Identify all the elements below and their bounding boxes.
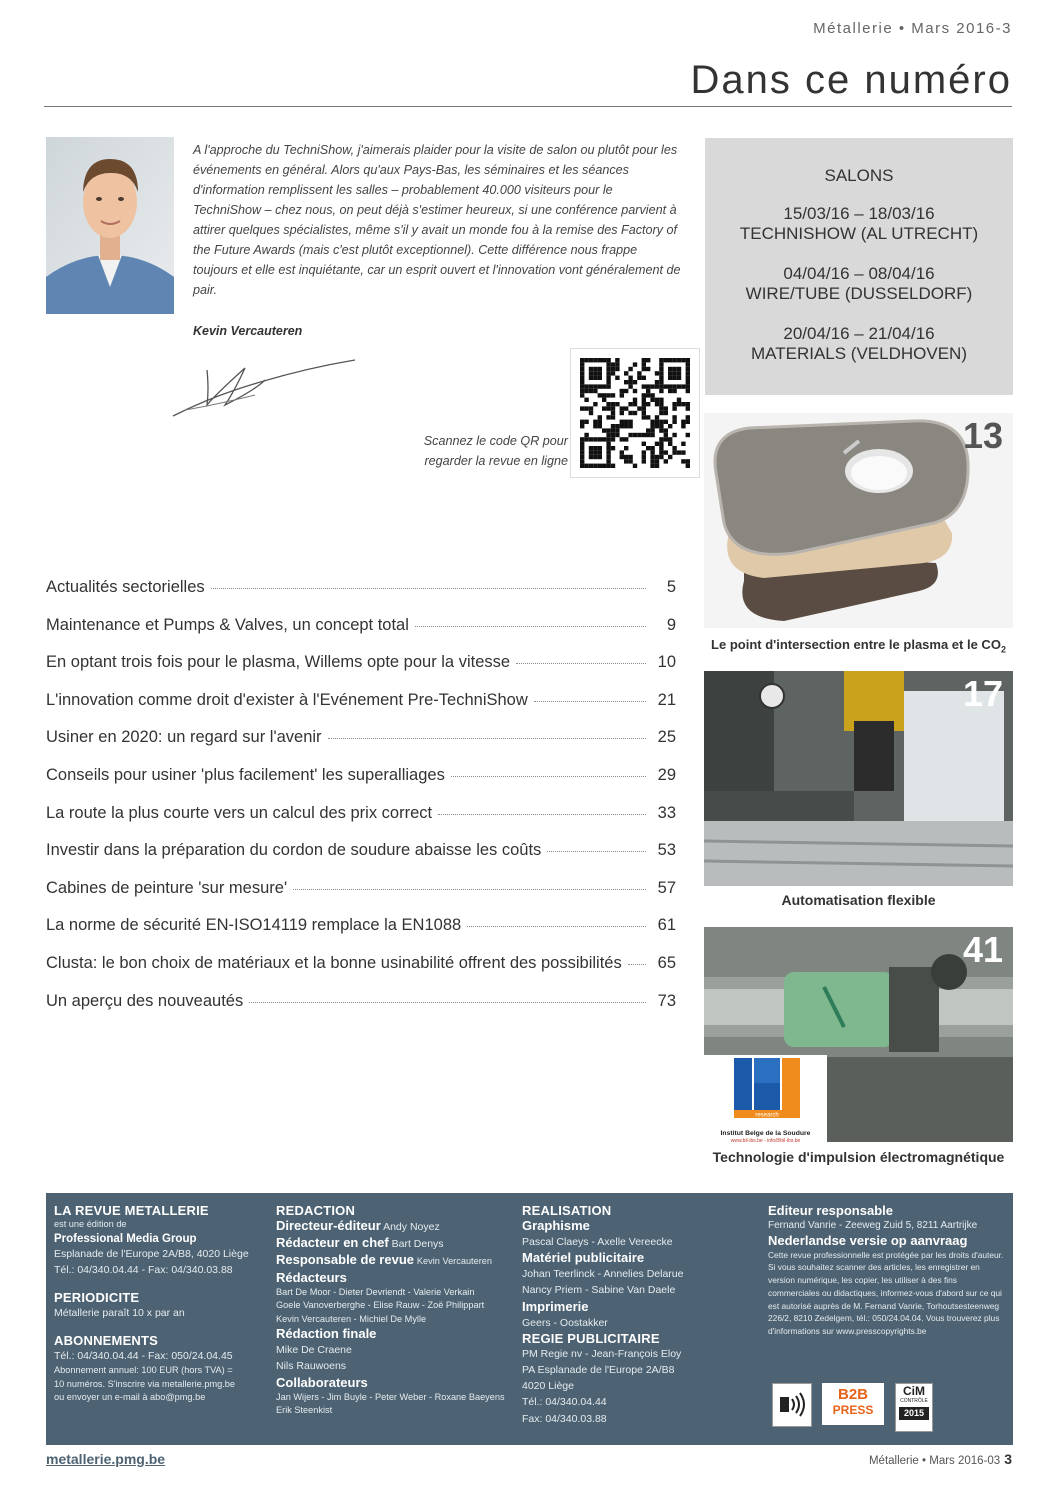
toc-page: 10: [657, 653, 676, 672]
feature-image-plasma[interactable]: [704, 413, 1013, 628]
feature-page-number: 13: [962, 415, 1003, 456]
role-name: Bart Denys: [391, 1238, 444, 1251]
role-label: Directeur-éditeur: [276, 1218, 381, 1233]
toc-leader: [628, 964, 646, 965]
feature-caption: Automatisation flexible: [781, 892, 936, 908]
toc-page: 33: [657, 803, 676, 822]
toc-title: Actualités sectorielles: [46, 578, 205, 596]
role-name: Kevin Vercauteren - Michiel De Mylle: [276, 1313, 427, 1324]
role-name: Pascal Claeys - Axelle Vereecke: [522, 1236, 673, 1248]
qr-code[interactable]: [570, 348, 700, 478]
feature-page-number: 41: [962, 929, 1003, 970]
toc-item[interactable]: [46, 916, 676, 954]
role-label: Imprimerie: [522, 1298, 589, 1314]
feature-image-electromagnetic[interactable]: [704, 927, 1013, 1142]
table-of-contents: [46, 578, 676, 1029]
salon-dates: 20/04/16 – 21/04/16: [783, 324, 935, 343]
ibs-logo-word: research: [755, 1112, 779, 1119]
toc-title: La norme de sécurité EN-ISO14119 remplace la EN1088: [46, 916, 462, 935]
toc-item[interactable]: [46, 992, 676, 1030]
feature-caption-subscript: 2: [1000, 644, 1006, 655]
salons-title: SALONS: [824, 166, 894, 185]
footer-page-number: 3: [1004, 1451, 1012, 1467]
role-label: Matériel publicitaire: [522, 1250, 645, 1266]
revue-line: est une édition de: [54, 1219, 127, 1229]
salon-dates: 15/03/16 – 18/03/16: [783, 204, 935, 223]
toc-leader: [328, 738, 646, 739]
abonnements-email: ou envoyer un e-mail à abo@pmg.be: [54, 1392, 206, 1403]
role-label: Graphisme: [522, 1218, 590, 1233]
salon-entry: [705, 324, 1013, 364]
toc-item[interactable]: [46, 653, 676, 691]
toc-page: 29: [657, 765, 676, 784]
feature-caption: Technologie d'impulsion électromagnétique: [712, 1149, 1005, 1165]
revue-address: Esplanade de l'Europe 2A/B8, 4020 Liège: [54, 1247, 249, 1260]
toc-page: 65: [657, 953, 676, 972]
salon-dates: 04/04/16 – 08/04/16: [783, 264, 935, 283]
role-name: Erik Steenkist: [276, 1405, 333, 1416]
toc-leader: [438, 814, 646, 815]
nl-version-heading: Nederlandse versie op aanvraag: [768, 1232, 968, 1248]
role-name: Nils Rauwoens: [276, 1360, 347, 1373]
revue-phone: Tél.: 04/340.04.44 - Fax: 04/340.03.88: [54, 1263, 233, 1276]
toc-item[interactable]: [46, 766, 676, 804]
toc-page: 57: [657, 878, 676, 897]
revue-publisher: Professional Media Group: [54, 1232, 197, 1245]
toc-page: 5: [666, 578, 676, 596]
editeur-text: Fernand Vanrie - Zeeweg Zuid 5, 8211 Aartrijke: [768, 1220, 978, 1231]
toc-page: 25: [657, 728, 676, 747]
abonnements-phone: Tél.: 04/340.04.44 - Fax: 050/24.04.45: [54, 1350, 233, 1363]
toc-item[interactable]: [46, 879, 676, 917]
ibs-logo-url: www.bil-ibs.be - info@bil-ibs.be: [730, 1138, 801, 1142]
role-name: Mike De Craene: [276, 1344, 352, 1357]
role-name: Kevin Vercauteren: [416, 1256, 493, 1267]
press-logo-text: PRESS: [832, 1403, 874, 1417]
role-label: Rédacteurs: [276, 1269, 347, 1285]
page-title: Dans ce numéro: [690, 58, 1012, 102]
toc-title: Investir dans la préparation du cordon de soudure abaisse les coûts: [46, 841, 542, 860]
ibs-logo: [704, 1055, 827, 1142]
role-label: Collaborateurs: [276, 1374, 368, 1390]
toc-title: La route la plus courte vers un calcul des prix correct: [46, 803, 433, 822]
toc-title: L'innovation comme droit d'exister à l'Evénement Pre-TechniShow: [46, 690, 528, 709]
cim-logo-text: CiM: [903, 1384, 925, 1398]
footer-website-link[interactable]: metallerie.pmg.be: [46, 1451, 166, 1467]
toc-page: 53: [657, 841, 676, 860]
role-name: Bart De Moor - Dieter Devriendt - Valerie Verkain: [276, 1286, 475, 1297]
copyright-notice: Cette revue professionnelle est protégée par les droits d'auteur. Si vous souhaitez scanner des articles, les enregistrer en version numérique, les copier, les utiliser à des fins commerciales ou didactiques, informez-vous d'abord sur ce qui est autorisé auprès de M. Fernand Vanrie, Torhoutsesteenweg 226/2, 8210 Zedelgem, tél.: 050/24.04.04. Vous trouverez plus d'informations sur www.presscopyrights.be: [768, 1249, 1004, 1337]
editeur-heading: Editeur responsable: [768, 1203, 893, 1218]
role-name: Nancy Priem - Sabine Van Daele: [522, 1284, 676, 1297]
periodicite-heading: PERIODICITE: [54, 1289, 140, 1305]
toc-leader: [293, 889, 646, 890]
periodicite-text: Métallerie paraît 10 x par an: [54, 1306, 185, 1319]
regie-line: PA Esplanade de l'Europe 2A/B8: [522, 1364, 675, 1377]
regie-line: 4020 Liège: [522, 1380, 574, 1393]
toc-title: Maintenance et Pumps & Valves, un concept total: [46, 615, 409, 634]
feature-caption: [704, 637, 1013, 655]
salon-event: WIRE/TUBE (DUSSELDORF): [745, 284, 973, 303]
toc-item[interactable]: [46, 841, 676, 879]
toc-title: Clusta: le bon choix de matériaux et la bonne usinabilité offrent des possibilités: [46, 953, 622, 972]
qr-caption: Scannez le code QR pour regarder la revue en ligne: [423, 434, 568, 468]
regie-fax: Fax: 04/340.03.88: [522, 1412, 607, 1425]
footer-issue: [869, 1451, 1012, 1467]
role-label: Responsable de revue: [276, 1252, 414, 1268]
feature-image-automation[interactable]: [704, 671, 1013, 886]
cim-logo: [895, 1383, 933, 1432]
salon-event: TECHNISHOW (AL UTRECHT): [739, 224, 979, 243]
author-name: Kevin Vercauteren: [193, 324, 303, 338]
salons-box: [705, 138, 1013, 395]
toc-page: 9: [666, 615, 676, 634]
toc-item[interactable]: [46, 578, 676, 616]
author-photo: [46, 137, 174, 314]
title-divider: [44, 106, 1012, 107]
b2b-press-logo: [822, 1383, 884, 1425]
abonnements-heading: ABONNEMENTS: [54, 1333, 159, 1349]
abonnements-issues: 10 numéros. S'inscrire via metallerie.pmg.be: [54, 1378, 235, 1389]
feature-caption-main: Le point d'intersection entre le plasma et le CO: [711, 637, 1001, 652]
salon-entry: [705, 264, 1013, 304]
toc-item[interactable]: [46, 804, 676, 842]
toc-title: En optant trois fois pour le plasma, Willems opte pour la vitesse: [46, 653, 511, 672]
ibs-logo-text: Institut Belge de la Soudure: [720, 1130, 811, 1137]
abonnements-price: Abonnement annuel: 100 EUR (hors TVA) =: [54, 1365, 233, 1376]
toc-leader: [211, 588, 646, 589]
cim-logo-sub: CONTRÔLE: [900, 1398, 928, 1404]
colophon-col-publication: [54, 1203, 269, 1405]
toc-title: Un aperçu des nouveautés: [46, 991, 244, 1010]
toc-title: Conseils pour usiner 'plus facilement' les superalliages: [46, 765, 445, 784]
toc-leader: [451, 776, 646, 777]
role-name: Goele Vanoverberghe - Elise Rauw - Zoë Philippart: [276, 1300, 485, 1311]
role-name: Johan Teerlinck - Annelies Delarue: [522, 1268, 684, 1281]
toc-leader: [249, 1002, 646, 1003]
regie-line: PM Regie nv - Jean-François Eloy: [522, 1347, 682, 1360]
role-name: Andy Noyez: [383, 1221, 440, 1233]
author-signature: [165, 350, 365, 425]
colophon-col-editeur: [768, 1203, 1006, 1338]
cim-logo-year: 2015: [899, 1407, 929, 1420]
colophon-col-realisation: [522, 1203, 752, 1427]
editorial-text: A l'approche du TechniShow, j'aimerais plaider pour la visite de salon ou plutôt pour les événements en général. Alors qu'aux Pays-Bas, les séminaires et les séances d'information remplissent les salles – probablement 40.000 visiteurs pour le TechniShow – chez nous, on peut déjà s'estimer heureux, si une conférence parvient à attirer quelques spécialistes, même s'il y avait un monde fou à la remise des Factory of the Future Awards (mais c'est plutôt exceptionnel). Cette différence nous frappe toujours et elle est inquiétante, car un esprit ouvert et l'innovation vont généralement de pair.: [193, 143, 681, 297]
toc-item[interactable]: [46, 728, 676, 766]
toc-title: Usiner en 2020: un regard sur l'avenir: [46, 728, 322, 747]
salon-entry: [705, 204, 1013, 244]
toc-leader: [415, 626, 646, 627]
toc-leader: [516, 663, 646, 664]
toc-page: 21: [657, 690, 676, 709]
role-label: Rédacteur en chef: [276, 1235, 389, 1251]
footer-issue-text: Métallerie • Mars 2016-03: [868, 1455, 1001, 1467]
regie-phone: Tél.: 04/340.04.44: [522, 1396, 607, 1409]
regie-heading: REGIE PUBLICITAIRE: [522, 1330, 660, 1346]
role-label: Rédaction finale: [276, 1326, 377, 1342]
sound-wave-icon: [772, 1383, 812, 1427]
role-name: Geers - Oostakker: [522, 1316, 608, 1329]
toc-item[interactable]: [46, 954, 676, 992]
realisation-heading: REALISATION: [522, 1203, 612, 1218]
toc-item[interactable]: [46, 616, 676, 654]
colophon: [46, 1193, 1013, 1445]
colophon-col-redaction: [276, 1203, 516, 1418]
role-name: Jan Wijers - Jim Buyle - Peter Weber - Roxane Baeyens: [276, 1391, 505, 1402]
feature-page-number: 17: [962, 673, 1003, 714]
header-issue: Métallerie • Mars 2016-3: [813, 20, 1012, 37]
b2b-logo-text: B2B: [837, 1386, 868, 1403]
toc-page: 73: [657, 991, 676, 1010]
revue-heading: LA REVUE METALLERIE: [54, 1203, 209, 1218]
toc-item[interactable]: [46, 691, 676, 729]
toc-title: Cabines de peinture 'sur mesure': [46, 878, 288, 897]
toc-leader: [547, 851, 646, 852]
toc-page: 61: [657, 916, 676, 935]
redaction-heading: REDACTION: [276, 1203, 356, 1218]
toc-leader: [534, 701, 646, 702]
toc-leader: [467, 926, 646, 927]
salon-event: MATERIALS (VELDHOVEN): [750, 344, 967, 363]
